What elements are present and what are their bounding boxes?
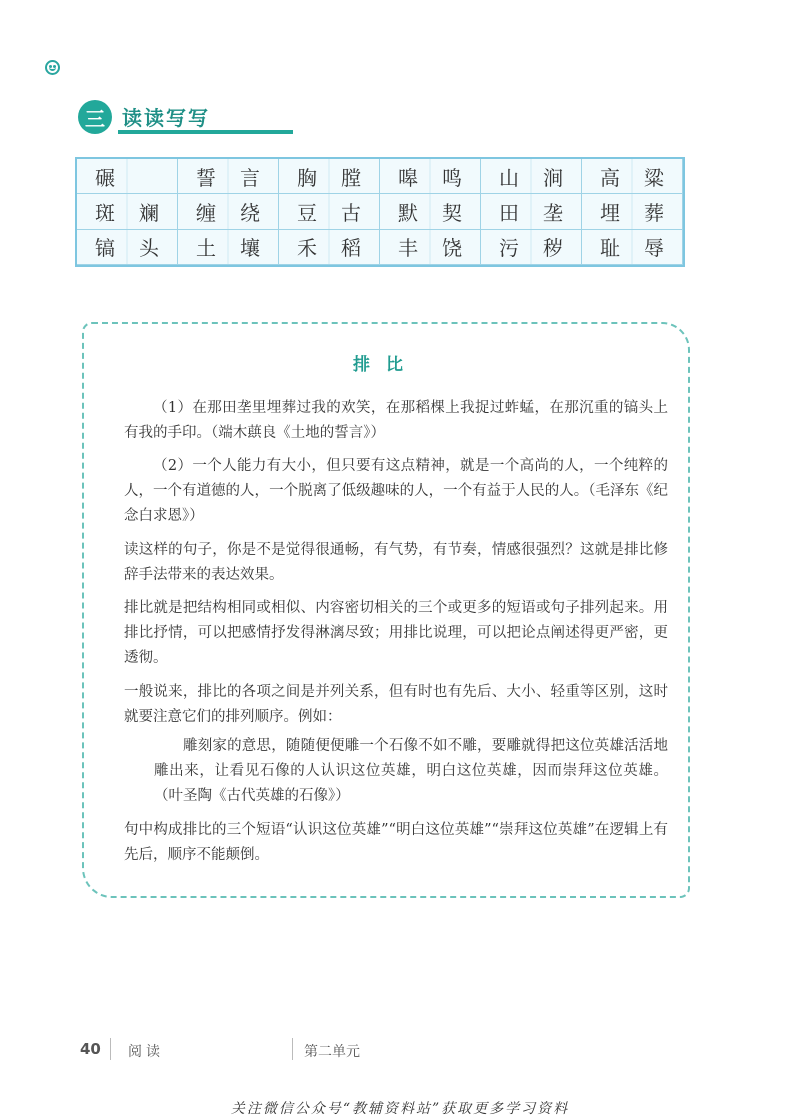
vocab-cell: 土 壤 [178,230,279,265]
explanation-paragraph-1: 读这样的句子，你是不是觉得很通畅，有气势，有节奏，情感很强烈？这就是排比修辞手法带来的表达效果。 [124,542,668,583]
vocab-cell: 缠 绕 [178,194,279,229]
vocab-cell: 山 涧 [481,159,582,194]
smiley-icon [45,60,60,75]
vocab-cell: 誓 言 [178,159,279,194]
parallelism-note-panel [82,322,690,898]
conclusion-paragraph: 句中构成排比的三个短语“认识这位英雄”“明白这位英雄”“崇拜这位英雄”在逻辑上有先后，顺序不能颠倒。 [124,822,668,863]
vocab-cell: 高 粱 [582,159,683,194]
watermark-text: 关注微信公众号“教辅资料站”获取更多学习资料 [230,1101,570,1117]
vocab-cell: 斑 斓 [77,194,178,229]
order-paragraph: 一般说来，排比的各项之间是并列关系，但有时也有先后、大小、轻重等区别，这时就要注意它们的排列顺序。例如： [124,684,668,725]
quoted-example: 雕刻家的意思，随随便便雕一个石像不如不雕，要雕就得把这位英雄活活地雕出来，让看见石像的人认识这位英雄，明白这位英雄，因而崇拜这位英雄。（叶圣陶《古代英雄的石像》） [154,738,668,804]
vocab-cell: 田 垄 [481,194,582,229]
vocab-cell: 丰 饶 [380,230,481,265]
vocab-cell: 污 秽 [481,230,582,265]
footer-divider [110,1038,111,1060]
section-number-badge: 三 [78,100,112,134]
definition-paragraph: 排比就是把结构相同或相似、内容密切相关的三个或更多的短语或句子排列起来。用排比抒情，可以把感情抒发得淋漓尽致；用排比说理，可以把论点阐述得更严密，更透彻。 [124,600,668,666]
footer-divider [292,1038,293,1060]
vocab-cell: 豆 古 [279,194,380,229]
vocab-cell: 嗥 鸣 [380,159,481,194]
vocab-cell: 胸 膛 [279,159,380,194]
section-underline [118,130,293,134]
vocab-cell: 默 契 [380,194,481,229]
vocab-cell: 碾 [77,159,178,194]
vocab-cell: 耻 辱 [582,230,683,265]
section-title: 读读写写 [122,106,210,130]
page-number: 40 [80,1040,101,1058]
vocab-cell: 禾 稻 [279,230,380,265]
unit-name: 第二单元 [304,1044,360,1060]
section-header [78,98,218,136]
vocab-grid [75,157,685,267]
book-name: 阅读 [128,1044,164,1060]
example-paragraph-1: （1）在那田垄里埋葬过我的欢笑，在那稻棵上我捉过蚱蜢，在那沉重的镐头上有我的手印。（端木蕻良《土地的誓言》） [124,400,668,441]
vocab-cell: 镐 头 [77,230,178,265]
example-paragraph-2: （2）一个人能力有大小，但只要有这点精神，就是一个高尚的人，一个纯粹的人，一个有道德的人，一个脱离了低级趣味的人，一个有益于人民的人。（毛泽东《纪念白求恩》） [124,458,668,524]
vocab-cell: 埋 葬 [582,194,683,229]
panel-title: 排比 [353,355,419,375]
